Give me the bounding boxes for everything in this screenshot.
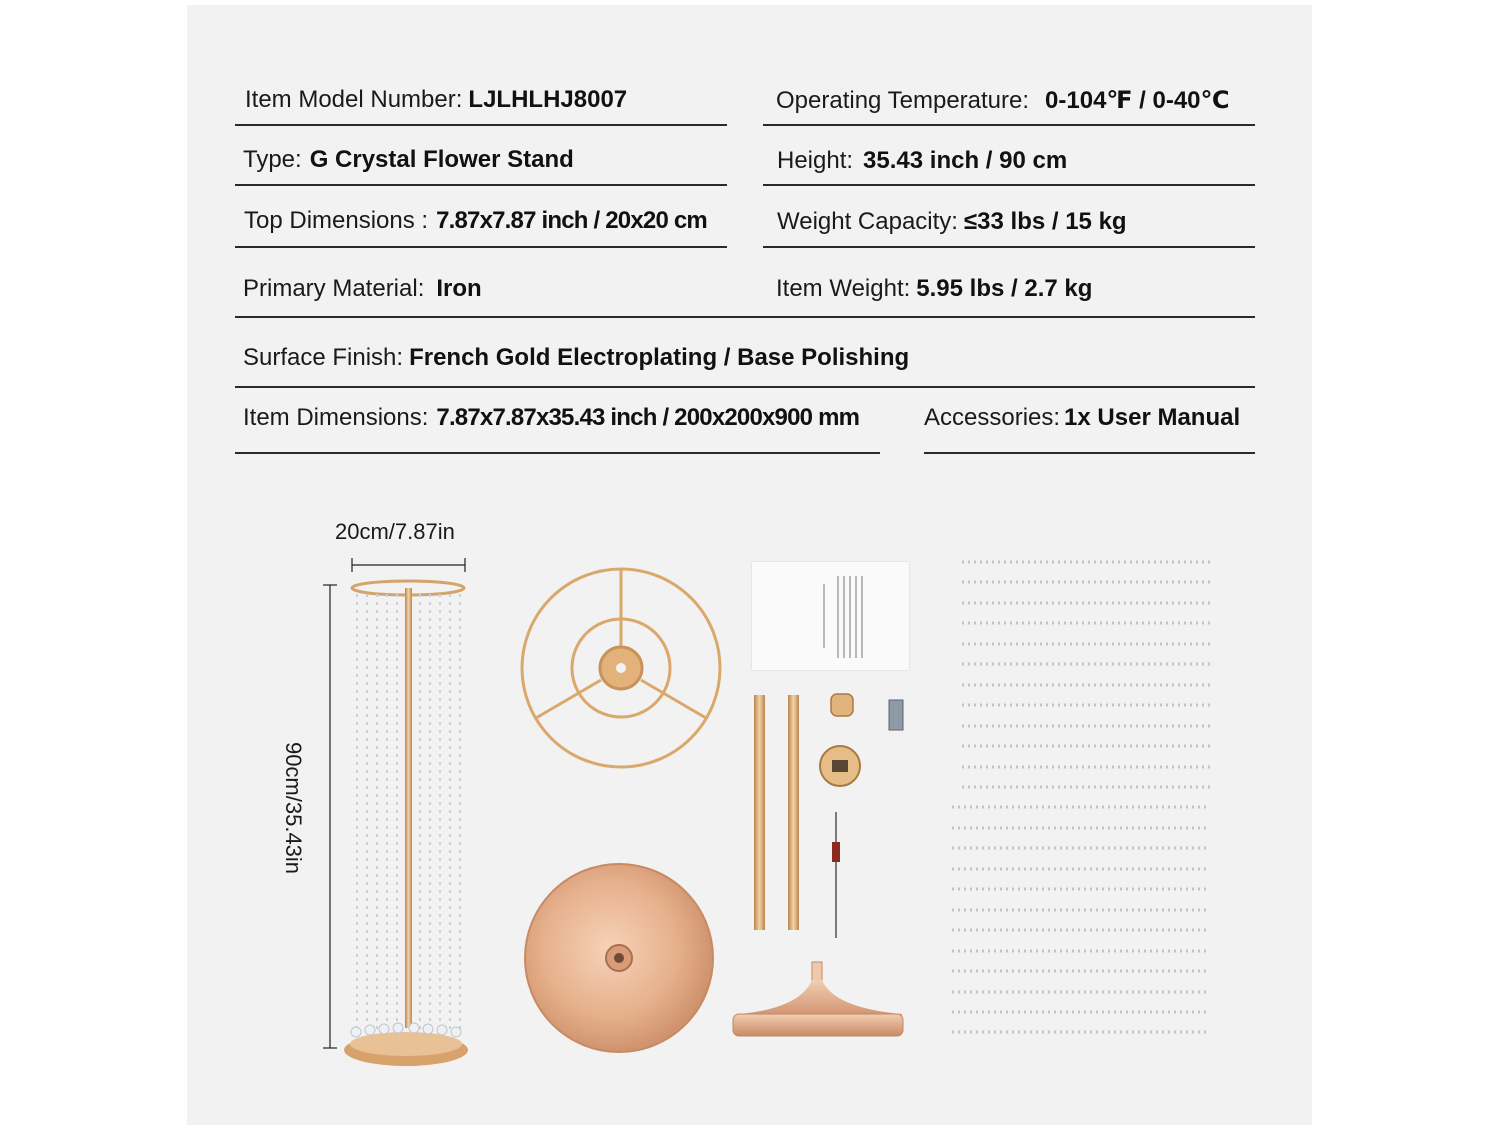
spec-accessories-label: Accessories: [924, 404, 1061, 431]
spec-item-dimensions-value: 7.87x7.87x35.43 inch / 200x200x900 mm [436, 404, 860, 431]
spec-accessories-value: 1x User Manual [1064, 404, 1241, 431]
spec-material-label: Primary Material: [243, 275, 425, 302]
spec-model-label: Item Model Number: [245, 86, 463, 113]
spec-model-value: LJLHLHJ8007 [468, 86, 628, 113]
spec-height-value: 35.43 inch / 90 cm [863, 147, 1068, 174]
spec-temperature-label: Operating Temperature: [776, 87, 1030, 114]
spec-type-label: Type: [243, 146, 302, 173]
spec-item-weight-value: 5.95 lbs / 2.7 kg [916, 275, 1093, 302]
spec-temperature-value: 0-104℉ / 0-40℃ [1045, 87, 1230, 114]
support-rods [754, 695, 799, 930]
spec-type-value: G Crystal Flower Stand [309, 146, 574, 173]
spec-surface-finish-label: Surface Finish: [243, 344, 404, 371]
base-dome [525, 864, 713, 1052]
base-foot [733, 962, 903, 1036]
spec-top-dimensions-value: 7.87x7.87 inch / 20x20 cm [436, 207, 707, 234]
spec-surface-finish-value: French Gold Electroplating / Base Polishing [409, 344, 910, 371]
crystal-strands [952, 562, 1210, 1032]
spec-height-label: Height: [777, 147, 854, 174]
assembled-stand [344, 581, 468, 1066]
width-dimension-bracket [352, 558, 465, 572]
spec-item-dimensions-label: Item Dimensions: [243, 404, 429, 431]
spec-item-weight-label: Item Weight: [776, 275, 911, 302]
spec-top-dimensions-label: Top Dimensions : [244, 207, 429, 234]
height-dimension-bracket [323, 585, 337, 1048]
spec-weight-capacity-label: Weight Capacity: [777, 208, 958, 235]
height-dimension-label: 90cm/35.43in [281, 741, 306, 875]
width-dimension-label: 20cm/7.87in [335, 519, 455, 544]
spec-material-value: Iron [436, 275, 482, 302]
top-ring-frame [522, 569, 720, 767]
spec-weight-capacity-value: ≤33 lbs / 15 kg [963, 208, 1127, 235]
small-parts [820, 694, 903, 938]
